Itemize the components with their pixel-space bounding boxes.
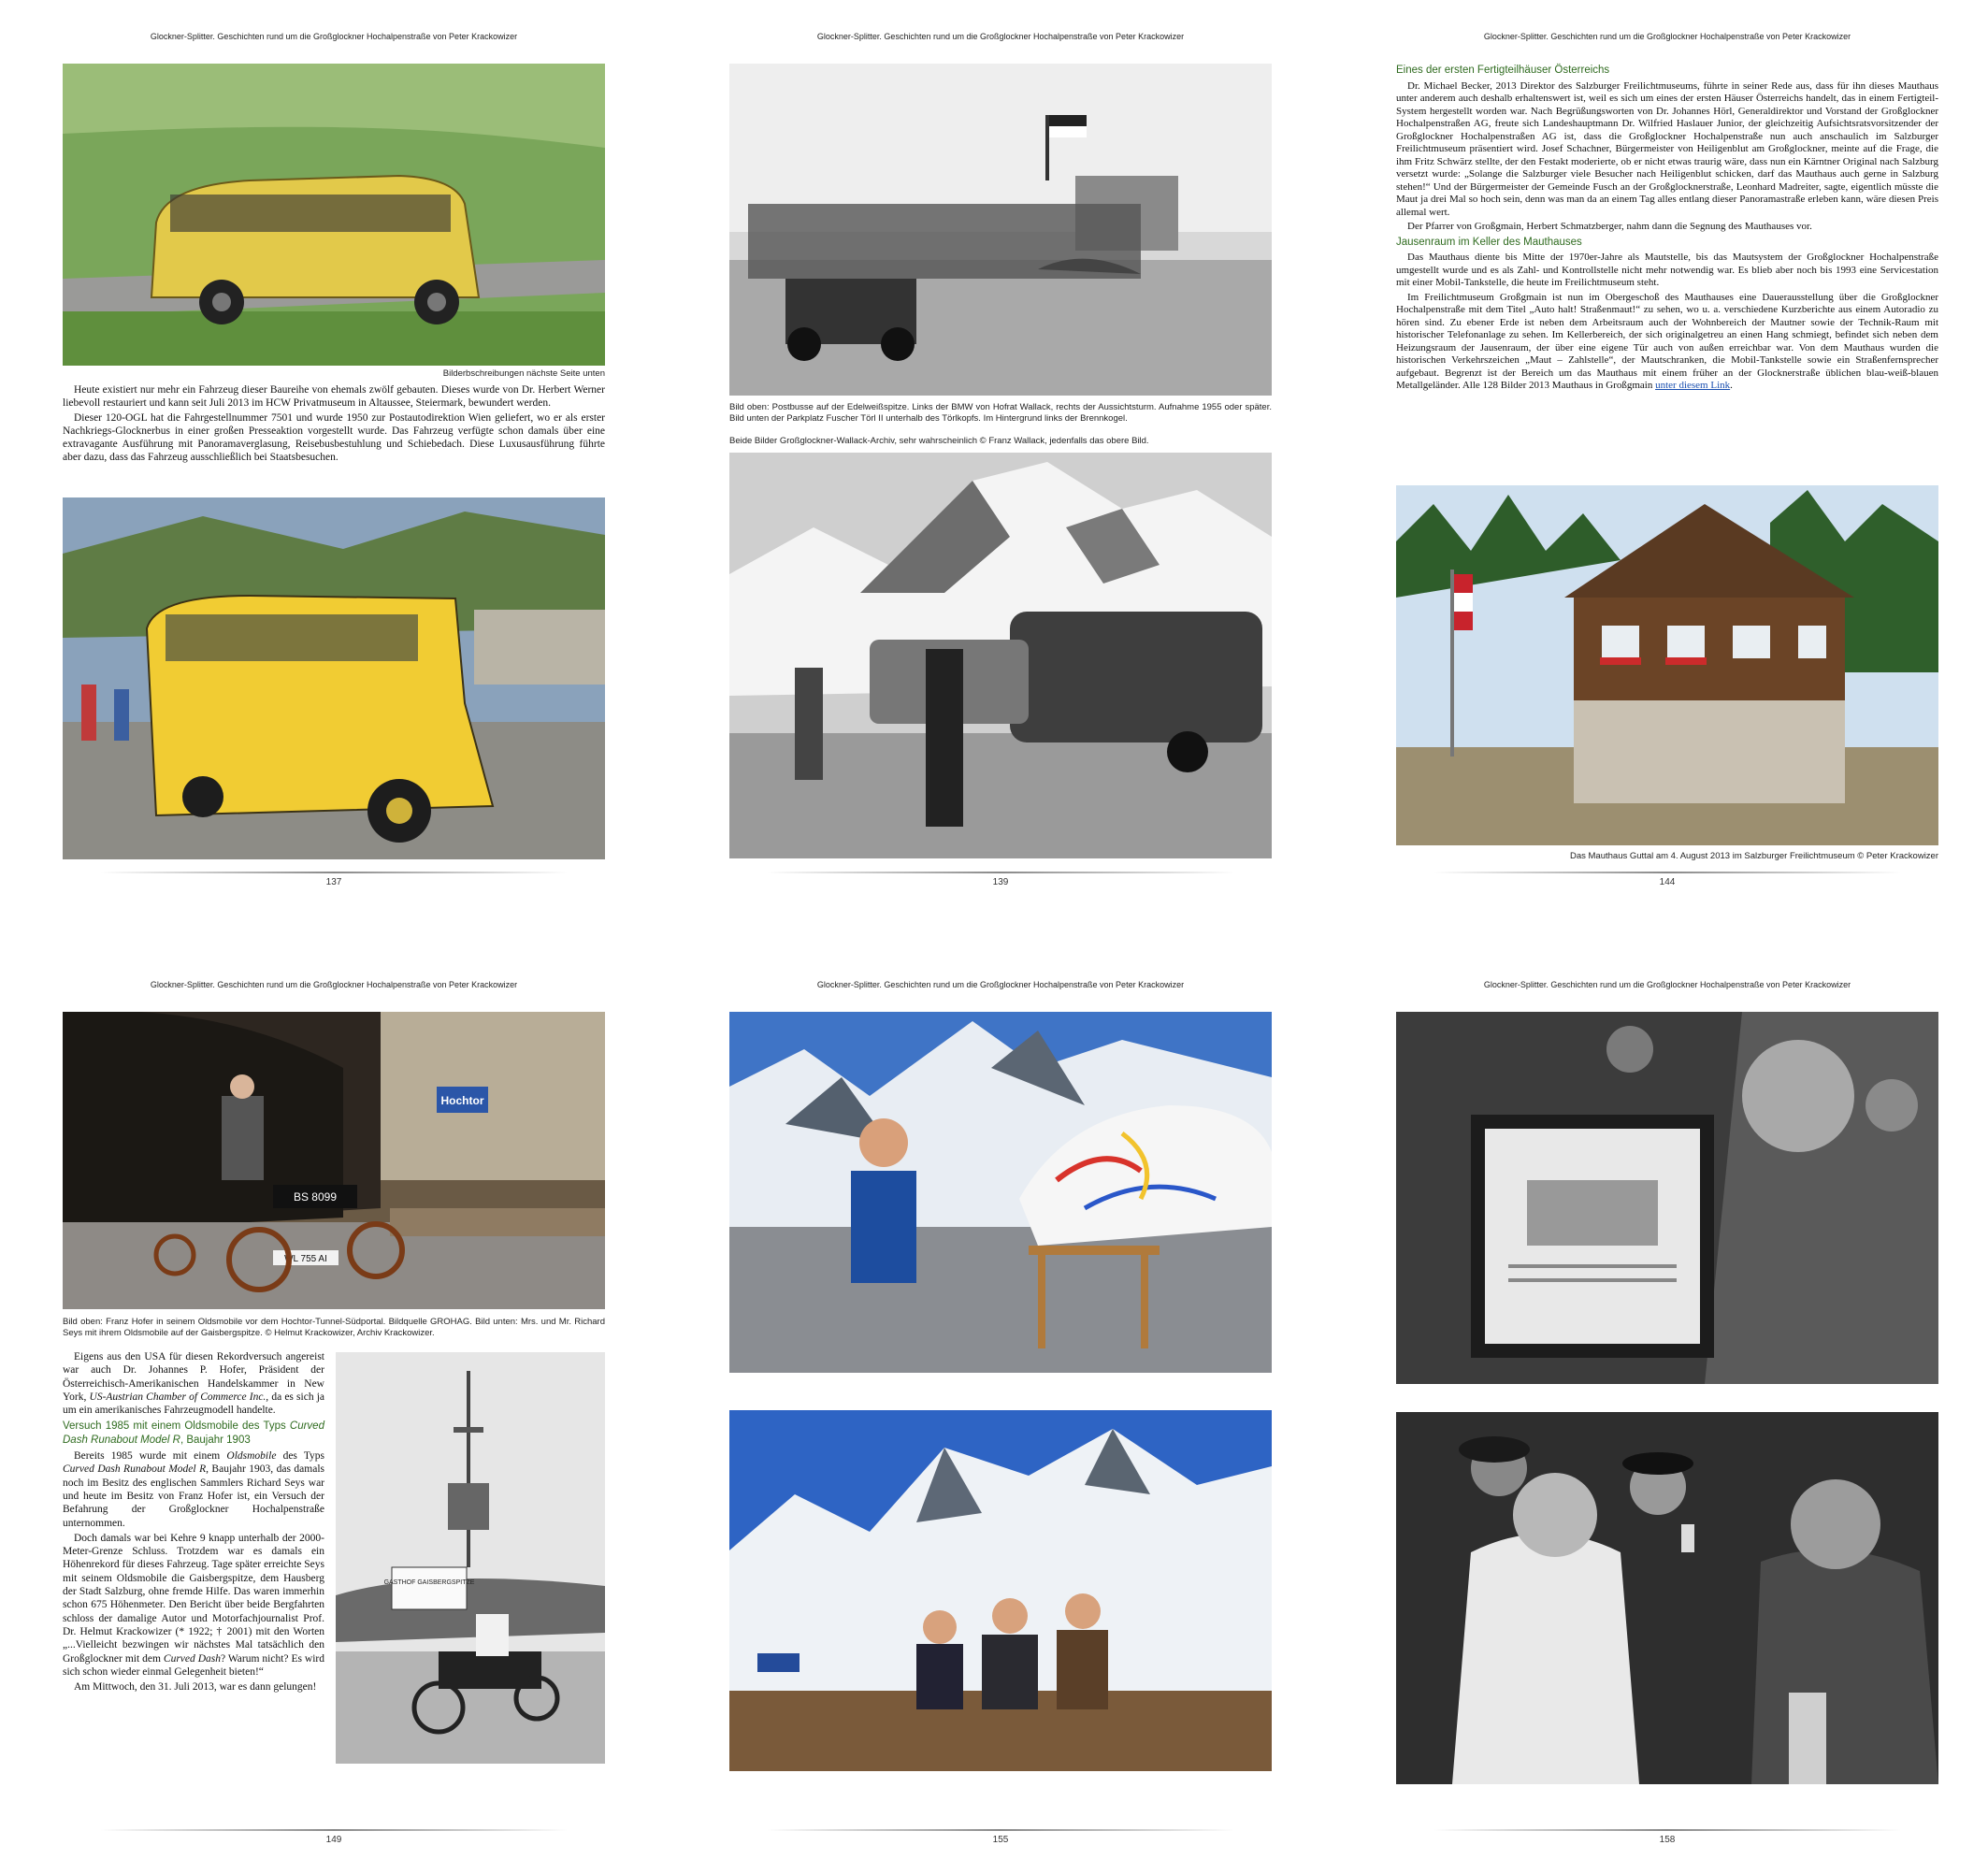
page-header: Glockner-Splitter. Geschichten rund um die Großglockner Hochalpenstraße von Peter Krackowizer [150, 32, 518, 41]
paragraph: Das Mauthaus diente bis Mitte der 1970er-Jahre als Mautstelle, bis das Mautsystem der Großglockner Hochalpenstraße umgestellt wurde und es als Zahl- und Kontrollstelle nicht mehr notwendig war. Es blieb aber noch bis 1993 eine Servicestation mit einer Mobil-Tankstelle, die heute im Freilichtmuseum steht. [1396, 252, 1938, 288]
paragraph-text: , da es sich ja um ein amerikanisches Fahrzeugmodell handelte. [63, 1391, 325, 1417]
paragraph-text: Bereits 1985 wurde mit einem [74, 1450, 221, 1463]
yellow-bus-photo [63, 64, 605, 366]
heading-text: Versuch 1985 mit einem Oldsmobile des Typs [63, 1420, 286, 1433]
license-plate: BS 8099 [293, 1190, 338, 1204]
photo-caption: Bilderbschreibungen nächste Seite unten [442, 368, 605, 379]
page-number: 155 [992, 1835, 1009, 1845]
footer-rule [767, 872, 1234, 873]
gasthof-sign: GASTHOF GAISBERGSPITZE [383, 1579, 475, 1586]
page-137 [63, 30, 605, 887]
three-men-boat-photo [729, 1410, 1272, 1771]
page-number: 149 [325, 1835, 342, 1845]
page-header: Glockner-Splitter. Geschichten rund um die Großglockner Hochalpenstraße von Peter Krackowizer [816, 32, 1185, 41]
paragraph: Dr. Michael Becker, 2013 Direktor des Salzburger Freilichtmuseums, führte in seiner Rede aus, dass für ihn dieses Mauthaus unter anderem auch deshalb erhaltenswert ist, weil es sich um eines der ersten Häuser Österreichs handelt, das in einem Fertigteil-System hergestellt worden war. Nach Begrüßungsworten von Dr. Johannes Hörl, Generaldirektor und Vorstand der Großglockner Hochalpenstraßen AG, freute sich Landeshauptmann Dr. Wilfried Haslauer Junior, der gleichzeitig Aufsichtsratsvorsitzender der Großglockner Hochalpenstraßen AG ist, dass die Großglockner Hochalpenstraße nun auch anschaulich im Salzburger Freilichtmuseum präsentiert wird. Josef Schachner, Bürgermeister von Heiligenblut am Großglockner, meinte auf die Frage, die ihm Fritz Schwärz stellte, der den Festakt moderierte, ob er nicht etwas traurig wäre, dass nun ein Kärntner Original nach Salzburg versetzt wurde: „Solange die Salzburger viele Besucher nach Heiligenblut schicken, darf das Mauthaus auch gerne in Salzburg stehen!“ Und der Bürgermeister der Gemeinde Fusch an der Großglocknerstraße, Leonhard Madreiter, sagte, eigentlich müsste die Maut ja drei Mal so hoch sein, denn was man da an einem Tag alles entlang dieser Panoramastraße erleben kann, wäre diesen Preis allemal wert. [1396, 79, 1938, 218]
photo-caption: Bild oben: Franz Hofer in seinem Oldsmobile vor dem Hochtor-Tunnel-Südportal. Bildquelle GROHAG. Bild unten: Mrs. und Mr. Richard Seys mit ihrem Oldsmobile auf der Gaisbergspitze. © Helmut Krackowizer, Archiv Krackowizer. [63, 1317, 605, 1338]
page-footer [1396, 872, 1938, 887]
toast-celebration-photo [1396, 1412, 1938, 1784]
body-text [63, 383, 605, 466]
body-text [1396, 62, 1938, 395]
footer-rule [1433, 872, 1901, 873]
paragraph-text: Doch damals war bei Kehre 9 knapp unterhalb der 2000-Meter-Grenze Schluss. Trotzdem war es damals ein Höhenrekord für dieses Fahrzeug. Tage später erreichte Seys mit seinem Oldsmobile die Gaisbergspitze, dem Hausberg der Stadt Salzburg, ohne fremde Hilfe. Das waren immerhin schon 675 Höhenmeter. Den Bericht über beide Bergfahrten schloss der damalige Autor und Motorfachjournalist Prof. Dr. Helmut Krackowizer (* 1922; † 2001) mit den Worten „...Vielleicht bezwingen wir nächstes Mal tatsächlich den Großglockner mit dem [63, 1532, 324, 1665]
paragraph [63, 1350, 324, 1417]
paragraph-text: des Typs [282, 1450, 325, 1463]
photo-caption: Das Mauthaus Guttal am 4. August 2013 im Salzburger Freilichtmuseum © Peter Krackowizer [1569, 851, 1938, 861]
section-heading: Eines der ersten Fertigteilhäuser Österreichs [1396, 65, 1610, 76]
footer-rule [767, 1829, 1234, 1831]
page-header: Glockner-Splitter. Geschichten rund um die Großglockner Hochalpenstraße von Peter Krackowizer [1483, 980, 1851, 989]
emphasis: Curved Dash [163, 1652, 222, 1665]
emphasis: Oldsmobile [226, 1450, 277, 1463]
page-number: 139 [992, 877, 1009, 887]
photo-caption: Bild oben: Postbusse auf der Edelweißspitze. Links der BMW von Hofrat Wallack, rechts der Aussichtsturm. Aufnahme 1955 oder später. Bild unten der Parkplatz Fuscher Törl II unterhalb des Törlkopfs. Im Hintergrund links der Brennkogel. [729, 402, 1272, 424]
body-text [63, 1350, 324, 1695]
framed-document-presentation-photo [1396, 1012, 1938, 1384]
license-plate-rear: WL 755 AI [284, 1254, 327, 1264]
page-number: 137 [325, 877, 342, 887]
paragraph [63, 1449, 324, 1530]
paragraph [63, 1532, 324, 1679]
page-number: 158 [1659, 1835, 1676, 1845]
fuscher-toerl-parking-photo [729, 453, 1272, 858]
page-footer [729, 1829, 1272, 1845]
page-header: Glockner-Splitter. Geschichten rund um die Großglockner Hochalpenstraße von Peter Krackowizer [816, 980, 1185, 989]
postbus-edelweissspitze-photo [729, 64, 1272, 396]
paragraph: Der Pfarrer von Großgmain, Herbert Schmatzberger, nahm dann die Segnung des Mauthauses vor. [1407, 221, 1812, 232]
section-heading: Jausenraum im Keller des Mauthauses [1396, 236, 1582, 248]
page-header: Glockner-Splitter. Geschichten rund um die Großglockner Hochalpenstraße von Peter Krackowizer [150, 980, 518, 989]
mauthaus-photo [1396, 485, 1938, 845]
oldsmobile-hochtor-photo [63, 1012, 605, 1309]
page-number: 144 [1659, 877, 1676, 887]
painter-sculpture-photo [729, 1012, 1272, 1373]
heading-emphasis: Curved Dash Runabout Model R [63, 1420, 324, 1446]
page-139 [729, 30, 1272, 887]
page-header: Glockner-Splitter. Geschichten rund um die Großglockner Hochalpenstraße von Peter Krackowizer [1483, 32, 1851, 41]
page-158 [1396, 978, 1938, 1845]
paragraph-text: Im Freilichtmuseum Großgmain ist nun im Obergeschoß des Mauthauses eine Dauerausstellung über die Großglockner Hochalpenstraße mit dem Titel „Auto halt! Straßenmaut!“ zu sehen, wo u. a. verschiedene Kurzberichte aus einem Autoradio zu hören sind. Zu ebener Erde ist neben dem Arbeitsraum auch der Wohnbereich der Mautner sowie der Technik-Raum mit historischer Telefonanlage zu sehen. Im Kellerbereich, der sich originalgetreu an einen Hang schmiegt, befindet sich neben dem Heizungsraum der Jausenraum, der über eine eigene Tür auch von außen erreichbar war. Von dem Mauthaus wurden die historischen Verkehrszeichen „Maut – Zahlstelle“, der Mautschranken, die Mobil-Tankstelle sowie ein Straßenfernsprecher aufgebaut. Begrenzt ist der Bereich um das Mauthaus mit einem früher an der Glocknerstraße üblichen blau-weiß-blauen Metallgeländer. Alle 128 Bilder 2013 Mauthaus in Großgmain [1396, 291, 1938, 391]
page-footer [63, 872, 605, 887]
paragraph: Im Freilichtmuseum Großgmain ist nun im Obergeschoß des Mauthauses eine Dauerausstellung über die Großglockner Hochalpenstraße mit dem Titel „Auto halt! Straßenmaut!“ zu sehen, wo u. a. verschiedene Kurzberichte aus einem Autoradio zu hören sind. Zu ebener Erde ist neben dem Arbeitsraum auch der Wohnbereich der Mautner sowie der Technik-Raum mit historischer Telefonanlage zu sehen. Im Kellerbereich, der sich originalgetreu an einen Hang schmiegt, befindet sich neben dem Heizungsraum der Jausenraum, der über eine eigene Tür auch von außen erreichbar war. Von dem Mauthaus wurden die historischen Verkehrszeichen „Maut – Zahlstelle“, der Mautschranken, die Mobil-Tankstelle sowie ein Straßenfernsprecher aufgebaut. Begrenzt ist der Bereich um das Mauthaus mit einem früher an der Glocknerstraße üblichen blau-weiß-blauen Metallgeländer. Alle 128 Bilder 2013 Mauthaus in Großgmain unter diesem Link. [1396, 291, 1938, 391]
paragraph-text: , Baujahr 1903, das damals noch im Besitz des englischen Sammlers Richard Seys war und heute im Besitz von Franz Hofer ist, ein Versuch der Befahrung der Großglockner Hochalpenstraße unternommen. [63, 1463, 324, 1529]
paragraph: Heute existiert nur mehr ein Fahrzeug dieser Baureihe von ehemals zwölf gebauten. Dieses wurde von Dr. Herbert Werner liebevoll restauriert und kann seit Juli 2013 im HCW Privatmuseum in Altaussee, Steiermark, bewundert werden. [63, 384, 605, 409]
footer-rule [1433, 1829, 1901, 1831]
paragraph: Am Mittwoch, den 31. Juli 2013, war es dann gelungen! [74, 1681, 317, 1694]
page-footer [729, 872, 1272, 887]
page-149 [63, 978, 605, 1845]
hochtor-sign: Hochtor [440, 1094, 484, 1107]
heading-text: , Baujahr 1903 [180, 1434, 251, 1446]
page-155 [729, 978, 1272, 1845]
photo-credit: Beide Bilder Großglockner-Wallack-Archiv, sehr wahrscheinlich © Franz Wallack, jedenfalls das obere Bild. [729, 436, 1149, 446]
photo-gallery-link[interactable]: unter diesem Link [1655, 380, 1731, 391]
footer-rule [100, 872, 568, 873]
yellow-bus-crowd-photo [63, 497, 605, 859]
page-144 [1396, 30, 1938, 887]
emphasis: Curved Dash Runabout Model R [63, 1463, 207, 1476]
page-footer [63, 1829, 605, 1845]
section-heading [63, 1420, 324, 1447]
paragraph-text: Eigens aus den USA für diesen Rekordversuch angereist war auch Dr. Johannes P. Hofer, Präsident der Österreichisch-Amerikanischen Handelskammer in New York, [63, 1351, 324, 1403]
footer-rule [100, 1829, 568, 1831]
paragraph-text: ? Warum nicht? Es wird sich schon wieder einmal Gelegenheit bieten!“ [63, 1652, 325, 1678]
page-footer [1396, 1829, 1938, 1845]
emphasis: US-Austrian Chamber of Commerce Inc. [89, 1391, 267, 1403]
oldsmobile-gaisberg-photo [336, 1352, 605, 1764]
paragraph: Dieser 120-OGL hat die Fahrgestellnummer 7501 und wurde 1950 zur Postautodirektion Wien geliefert, wo er als erster Nachkriegs-Glocknerbus in einer großen Presseaktion vorgestellt wurde. Das Fahrzeug verfügte schon damals über eine extravagante Ausführung mit Panoramaverglasung, Reisebusbestuhlung und Schiebedach. Diese Luxusausführung führte aber dazu, dass das Fahrzeug ausschließlich bei Staatsbesuchen. [63, 412, 605, 463]
